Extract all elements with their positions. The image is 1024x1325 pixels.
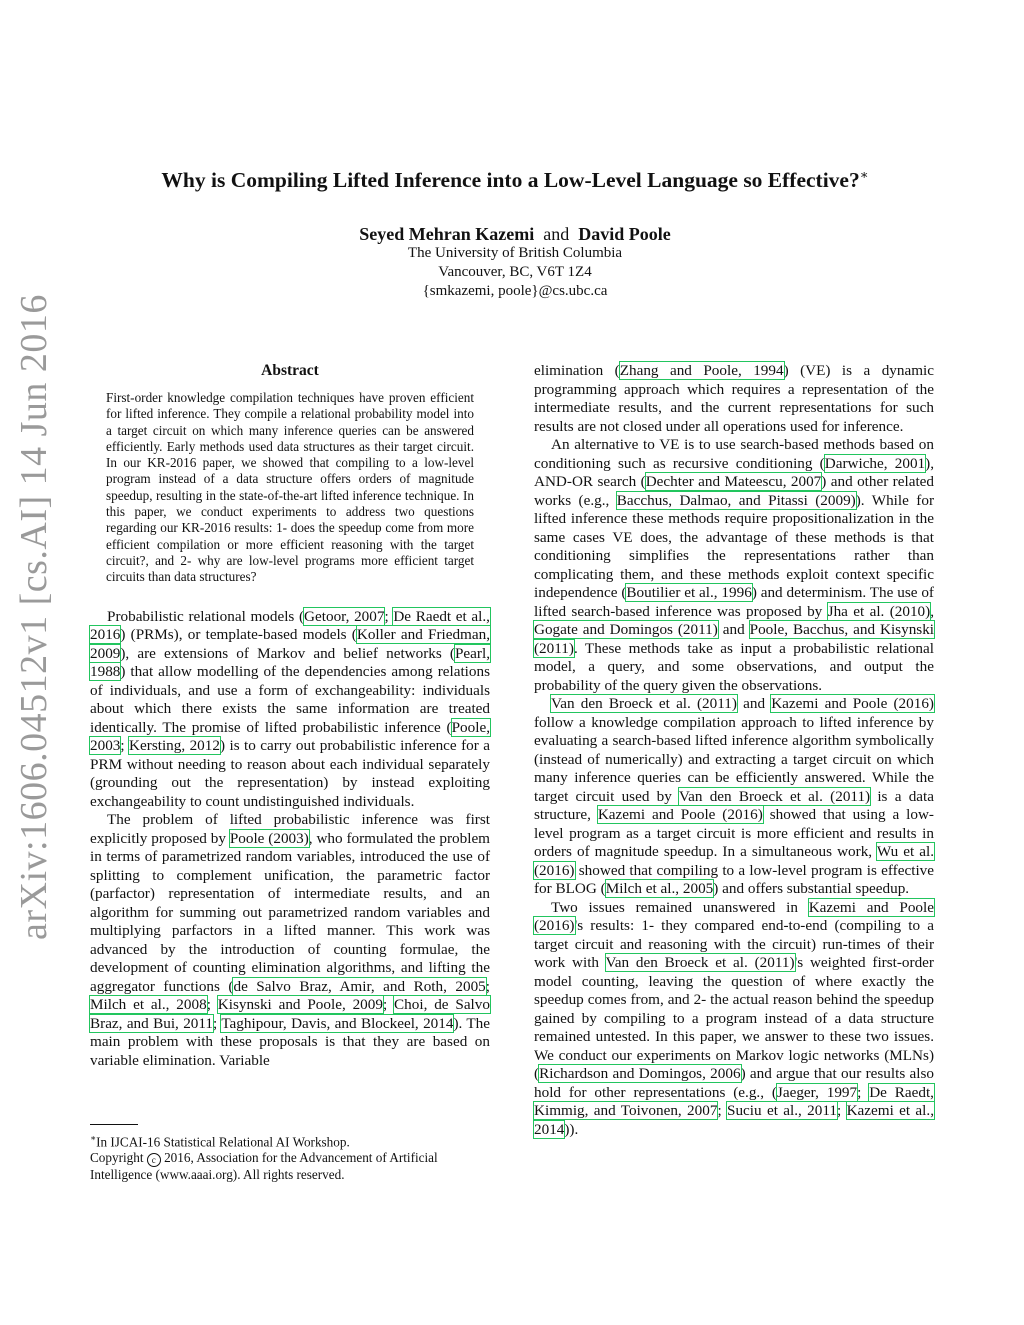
affiliation-address: Vancouver, BC, V6T 1Z4	[438, 264, 592, 280]
citation-link[interactable]: Van den Broeck et al. (2011)	[678, 787, 871, 805]
text-run: showed that using a low-level program as a target circuit is more efficient and results in orders of magnitude speedup. In a simultaneous work,	[534, 806, 934, 860]
text-run: ;	[836, 1102, 847, 1119]
text-run: and	[717, 621, 750, 638]
citation-link[interactable]: Poole, Bacchus, and Kisynski (2011)	[534, 621, 935, 657]
copyright-icon: c	[147, 1153, 161, 1167]
text-run: An alternative to VE is to use search-based methods based on conditioning such as recursive conditioning (	[534, 436, 934, 472]
text-run: ) and determinism. The use of lifted search-based inference was proposed by	[534, 584, 934, 620]
footnote-mark: ∗	[90, 1133, 97, 1143]
author-conjunction: and	[543, 224, 570, 244]
citation-link[interactable]: Milch et al., 2008	[90, 996, 207, 1014]
footnote	[90, 1124, 490, 1183]
text-run: ) is to carry out probabilistic inference for a PRM without needing to reason about each individual separately (grounding out the representation) by instead exploiting exchangeability to count undistinguished individuals.	[90, 737, 490, 810]
right-column	[534, 362, 934, 1139]
citation-link[interactable]: Bacchus, Dalmao, and Pitassi (2009)	[616, 491, 856, 509]
affiliation-email: {smkazemi, poole}@cs.ubc.ca	[422, 283, 608, 299]
text-run: ;	[213, 1014, 222, 1032]
citation-link[interactable]: De Raedt et al., 2016	[90, 607, 490, 644]
citation-link[interactable]: Taghipour, Davis, and Blockeel, 2014	[221, 1014, 454, 1032]
citation-link[interactable]: Jaeger, 1997	[776, 1083, 858, 1101]
citation-link[interactable]: Getoor, 2007	[304, 607, 385, 625]
text-run: Probabilistic relational models (	[107, 607, 305, 625]
citation-link[interactable]: De Raedt, Kimmig, and Toivonen, 2007	[534, 1083, 934, 1119]
footnote-text: In IJCAI-16 Statistical Relational AI Workshop.	[96, 1134, 350, 1150]
right-paragraph-4	[534, 899, 934, 1140]
arxiv-stamp: arXiv:1606.04512v1 [cs.AI] 14 Jun 2016	[13, 294, 55, 940]
citation-link[interactable]: Darwiche, 2001	[824, 454, 926, 472]
text-run: ) and offers substantial speedup.	[713, 880, 910, 897]
footnote-rule	[90, 1124, 138, 1125]
text-run: ;	[485, 977, 490, 995]
citation-link[interactable]: Boutilier et al., 1996	[626, 584, 752, 601]
affiliation-university: The University of British Columbia	[407, 245, 623, 261]
author-2: David Poole	[578, 224, 671, 244]
text-run: ;	[382, 996, 395, 1014]
citation-link[interactable]: Koller and Friedman, 2009	[90, 626, 490, 662]
citation-link[interactable]: Kazemi and Poole (2016)	[771, 695, 934, 712]
citation-link[interactable]: Kersting, 2012	[129, 737, 220, 755]
citation-link[interactable]: Kazemi and Poole (2016)	[534, 898, 934, 934]
text-run: follow a knowledge compilation approach to lifted inference by evaluating a search-based lifted inference algorithm symbolically (instead of numerically) and extracting a target circuit on which many inference queries can be efficiently answered. While the target circuit used by	[534, 713, 934, 805]
title-text: Why is Compiling Lifted Inference into a Low-Level Language so Effective?	[161, 168, 860, 193]
citation-link[interactable]: Van den Broeck et al. (2011)	[605, 954, 795, 971]
author-line	[80, 222, 950, 246]
citation-link[interactable]: Suciu et al., 2011	[727, 1102, 837, 1119]
left-column	[90, 360, 490, 1070]
text-run: ;	[120, 737, 130, 755]
text-run: ) and other related works (e.g.,	[534, 473, 934, 509]
text-run: , who formulated the problem in terms of parametrized random variables, introduced the use of splitting to complement unification, the parametric factor (parfactor) representation of intermediate results, and an algorithm for summing out parametrized random variables and multiplying parfactors in a lifted manner. This work was advanced by the introduction of counting formulae, the development of counting elimination algorithms, and lifting the aggregator functions (	[90, 829, 490, 995]
title-footnote-mark: ∗	[859, 167, 869, 182]
right-paragraph-1	[534, 362, 934, 436]
text-run: ). The main problem with these proposals is that they are based on variable elimination. Variable	[90, 1014, 490, 1069]
text-run: and	[736, 695, 772, 712]
citation-link[interactable]: Kazemi and Poole (2016)	[597, 806, 763, 823]
text-run: showed that compiling to a low-level program is effective for BLOG (	[534, 861, 934, 897]
left-paragraph-1	[90, 608, 490, 812]
abstract-body: First-order knowledge compilation techniques have proven efficient for lifted inference. They compile a relational probability model into a target circuit on which many inference queries can be answered efficiently. Early methods used data structures as their target circuit. In our KR-2016 paper, we showed that compiling to a low-level program instead of a data structure offers orders of magnitude speedup, resulting in the state-of-the-art lifted inference technique. In this paper, we conduct experiments to address two questions regarding our KR-2016 results: 1- does the speedup come from more efficient compilation or more efficient reasoning with the target circuit?, and 2- why are low-level programs more efficient target circuits than data structures?	[106, 390, 474, 585]
citation-link[interactable]: Gogate and Domingos (2011)	[534, 621, 718, 638]
citation-link[interactable]: Choi, de Salvo Braz, and Bui, 2011	[90, 996, 490, 1032]
text-run: elimination (	[534, 362, 620, 379]
text-run: ) (VE) is a dynamic programming approach which requires a representation of the intermediate results, and the current representations for such results are not closed under all operations used for inference.	[534, 362, 934, 435]
text-run: 's weighted first-order model counting, leaving the question of where exactly the speedup comes from, and 2- the actual reason behind the speedup gained by compiling to a program instead of a data structure remained untested. In this paper, we answer to these two issues. We conduct our experiments on Markov logic networks (MLNs) (	[534, 954, 934, 1082]
citation-link[interactable]: Pearl, 1988	[90, 644, 490, 681]
citation-link[interactable]: Poole (2003)	[229, 829, 309, 847]
text-run: The problem of lifted probabilistic inference was first explicitly proposed by	[90, 811, 490, 847]
citation-link[interactable]: Poole, 2003	[90, 718, 490, 755]
text-run: 's results: 1- they compared end-to-end (compiling to a target circuit and reasoning with the circuit) run-times of their work with	[534, 917, 934, 971]
citation-link[interactable]: Kazemi et al., 2014	[534, 1102, 934, 1138]
text-run: ;	[384, 607, 394, 625]
citation-link[interactable]: Milch et al., 2005	[605, 880, 714, 897]
abstract-heading: Abstract	[261, 362, 319, 379]
text-run: ;	[717, 1102, 728, 1119]
copyright-word: Copyright	[90, 1150, 144, 1166]
right-paragraph-3	[534, 695, 934, 899]
text-run: . These methods take as input a probabilistic relational model, a query, and some observations, and output the probability of the query given the observations.	[534, 639, 934, 694]
copyright-text: 2016, Association for the Advancement of Artificial Intelligence (www.aaai.org). All rights reserved.	[90, 1150, 438, 1183]
left-paragraph-2	[90, 811, 490, 1070]
text-run: ), are extensions of Markov and belief networks (	[120, 644, 455, 662]
text-run: ) that allow modelling of the dependencies among relations of individuals, and use a form of exchangeability: individuals about which there exists the same information are treated identically. The promise of lifted probabilistic inference (	[90, 663, 490, 736]
citation-link[interactable]: Wu et al. (2016)	[534, 843, 934, 879]
paper-title	[80, 160, 950, 195]
text-run: ;	[857, 1083, 870, 1101]
citation-link[interactable]: Van den Broeck et al. (2011)	[551, 695, 737, 712]
text-run: is a data structure,	[534, 787, 934, 823]
text-run: Two issues remained unanswered in	[551, 898, 809, 916]
text-run: ). While for lifted inference these methods require propositionalization in the same cases VE does, the advantage of these methods is that conditioning simplifies the representations rather than complicating them, and these methods exploit context specific independence (	[534, 491, 934, 601]
citation-link[interactable]: Dechter and Mateescu, 2007	[645, 473, 822, 490]
citation-link[interactable]: Zhang and Poole, 1994	[619, 362, 784, 379]
text-run: ) (PRMs), or template-based models (	[120, 626, 357, 644]
text-run: ), AND-OR search (	[534, 454, 934, 490]
citation-link[interactable]: de Salvo Braz, Amir, and Roth, 2005	[233, 977, 486, 995]
text-run: ,	[930, 602, 935, 620]
citation-link[interactable]: Kisynski and Poole, 2009	[217, 996, 383, 1014]
text-run: ) and argue that our results also hold for other representations (e.g., (	[534, 1065, 935, 1101]
right-paragraph-2	[534, 436, 934, 695]
text-run: ;	[206, 996, 218, 1014]
footnote-copyright	[90, 1150, 490, 1183]
author-1: Seyed Mehran Kazemi	[359, 224, 535, 244]
citation-link[interactable]: Jha et al. (2010)	[827, 602, 931, 620]
citation-link[interactable]: Richardson and Domingos, 2006	[539, 1065, 741, 1082]
affiliation	[80, 244, 950, 301]
text-run: )).	[564, 1120, 579, 1138]
footnote-workshop	[90, 1130, 490, 1150]
